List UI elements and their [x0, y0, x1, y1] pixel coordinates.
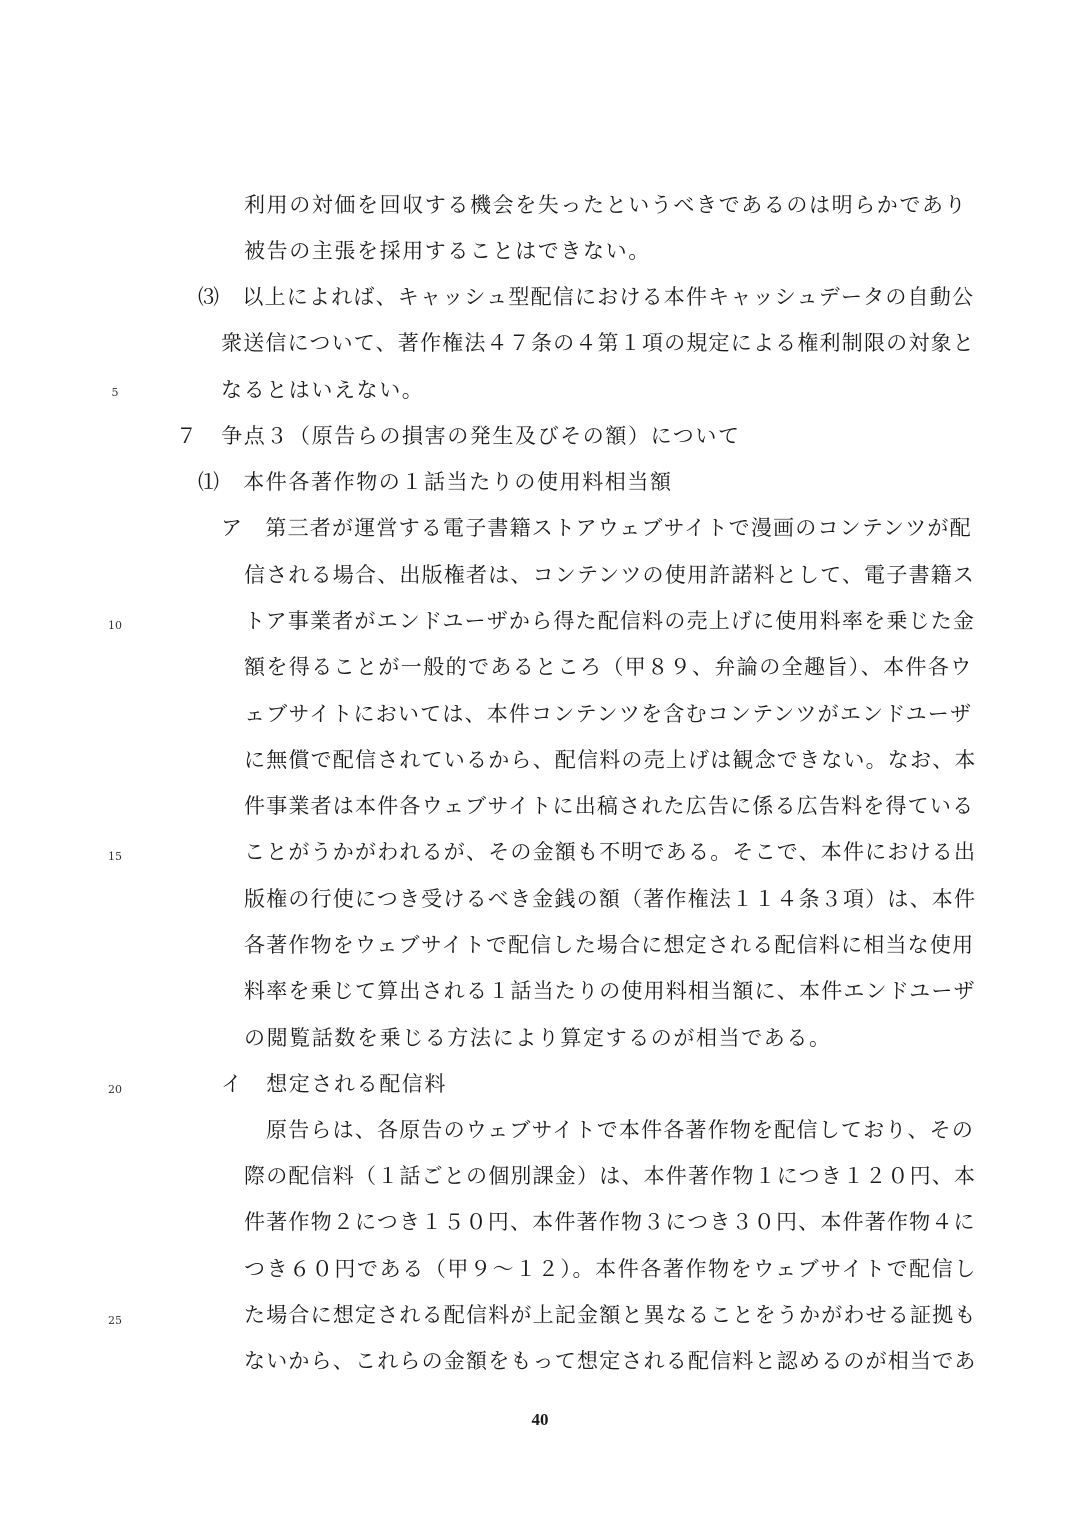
text-line: 件著作物２につき１５０円、本件著作物３につき３０円、本件著作物４に: [244, 1210, 976, 1234]
text-line: 額を得ることが一般的であるところ（甲８９、弁論の全趣旨）、本件各ウ: [244, 655, 973, 679]
text-line: 版権の行使につき受けるべき金銭の額（著作権法１１４条３項）は、本件: [244, 887, 977, 911]
text-line: た場合に想定される配信料が上記金額と異なることをうかがわせる証拠も: [244, 1303, 977, 1327]
text-line: の閲覧話数を乗じる方法により算定するのが相当である。: [244, 1026, 832, 1050]
subsection-heading: イ 想定される配信料: [221, 1072, 447, 1096]
line-number-10: 10: [108, 619, 122, 632]
line-number-15: 15: [108, 850, 122, 863]
text-line: 各著作物をウェブサイトで配信した場合に想定される配信料に相当な使用: [244, 933, 975, 957]
section-heading: ７ 争点３（原告らの損害の発生及びその額）について: [176, 424, 741, 448]
text-line: 料率を乗じて算出される１話当たりの使用料相当額に、本件エンドユーザ: [244, 979, 976, 1003]
line-number-20: 20: [108, 1083, 122, 1096]
text-line: 際の配信料（１話ごとの個別課金）は、本件著作物１につき１２０円、本: [244, 1164, 977, 1188]
text-line: つき６０円である（甲９～１２）。本件各著作物をウェブサイトで配信し: [244, 1257, 977, 1281]
text-line: 信される場合、出版権者は、コンテンツの使用許諾料として、電子書籍ス: [244, 563, 976, 587]
text-line: なるとはいえない。: [221, 378, 425, 402]
page-number: 40: [531, 1410, 549, 1429]
text-line: に無償で配信されているから、配信料の売上げは観念できない。なお、本: [244, 748, 977, 772]
text-line: 件事業者は本件各ウェブサイトに出稿された広告に係る広告料を得ている: [244, 794, 975, 818]
text-line: 原告らは、各原告のウェブサイトで本件各著作物を配信しており、その: [266, 1118, 975, 1142]
subsection-heading: ⑴ 本件各著作物の１話当たりの使用料相当額: [198, 470, 673, 494]
text-line: 被告の主張を採用することはできない。: [244, 239, 651, 263]
text-line: ことがうかがわれるが、その金額も不明である。そこで、本件における出: [244, 840, 977, 864]
text-line: 衆送信について、著作権法４７条の４第１項の規定による権利制限の対象と: [221, 331, 975, 355]
text-line: ⑶ 以上によれば、キャッシュ型配信における本件キャッシュデータの自動公: [198, 285, 975, 309]
text-line: ア 第三者が運営する電子書籍ストアウェブサイトで漫画のコンテンツが配: [221, 516, 972, 540]
text-line: ないから、これらの金額をもって想定される配信料と認めるのが相当であ: [244, 1349, 977, 1373]
line-number-25: 25: [108, 1314, 122, 1327]
text-line: 利用の対価を回収する機会を失ったというべきであるのは明らかであり: [244, 193, 968, 217]
text-line: ェブサイトにおいては、本件コンテンツを含むコンテンツがエンドユーザ: [244, 702, 973, 726]
line-number-5: 5: [111, 386, 119, 399]
text-line: トア事業者がエンドユーザから得た配信料の売上げに使用料率を乗じた金: [244, 609, 976, 633]
